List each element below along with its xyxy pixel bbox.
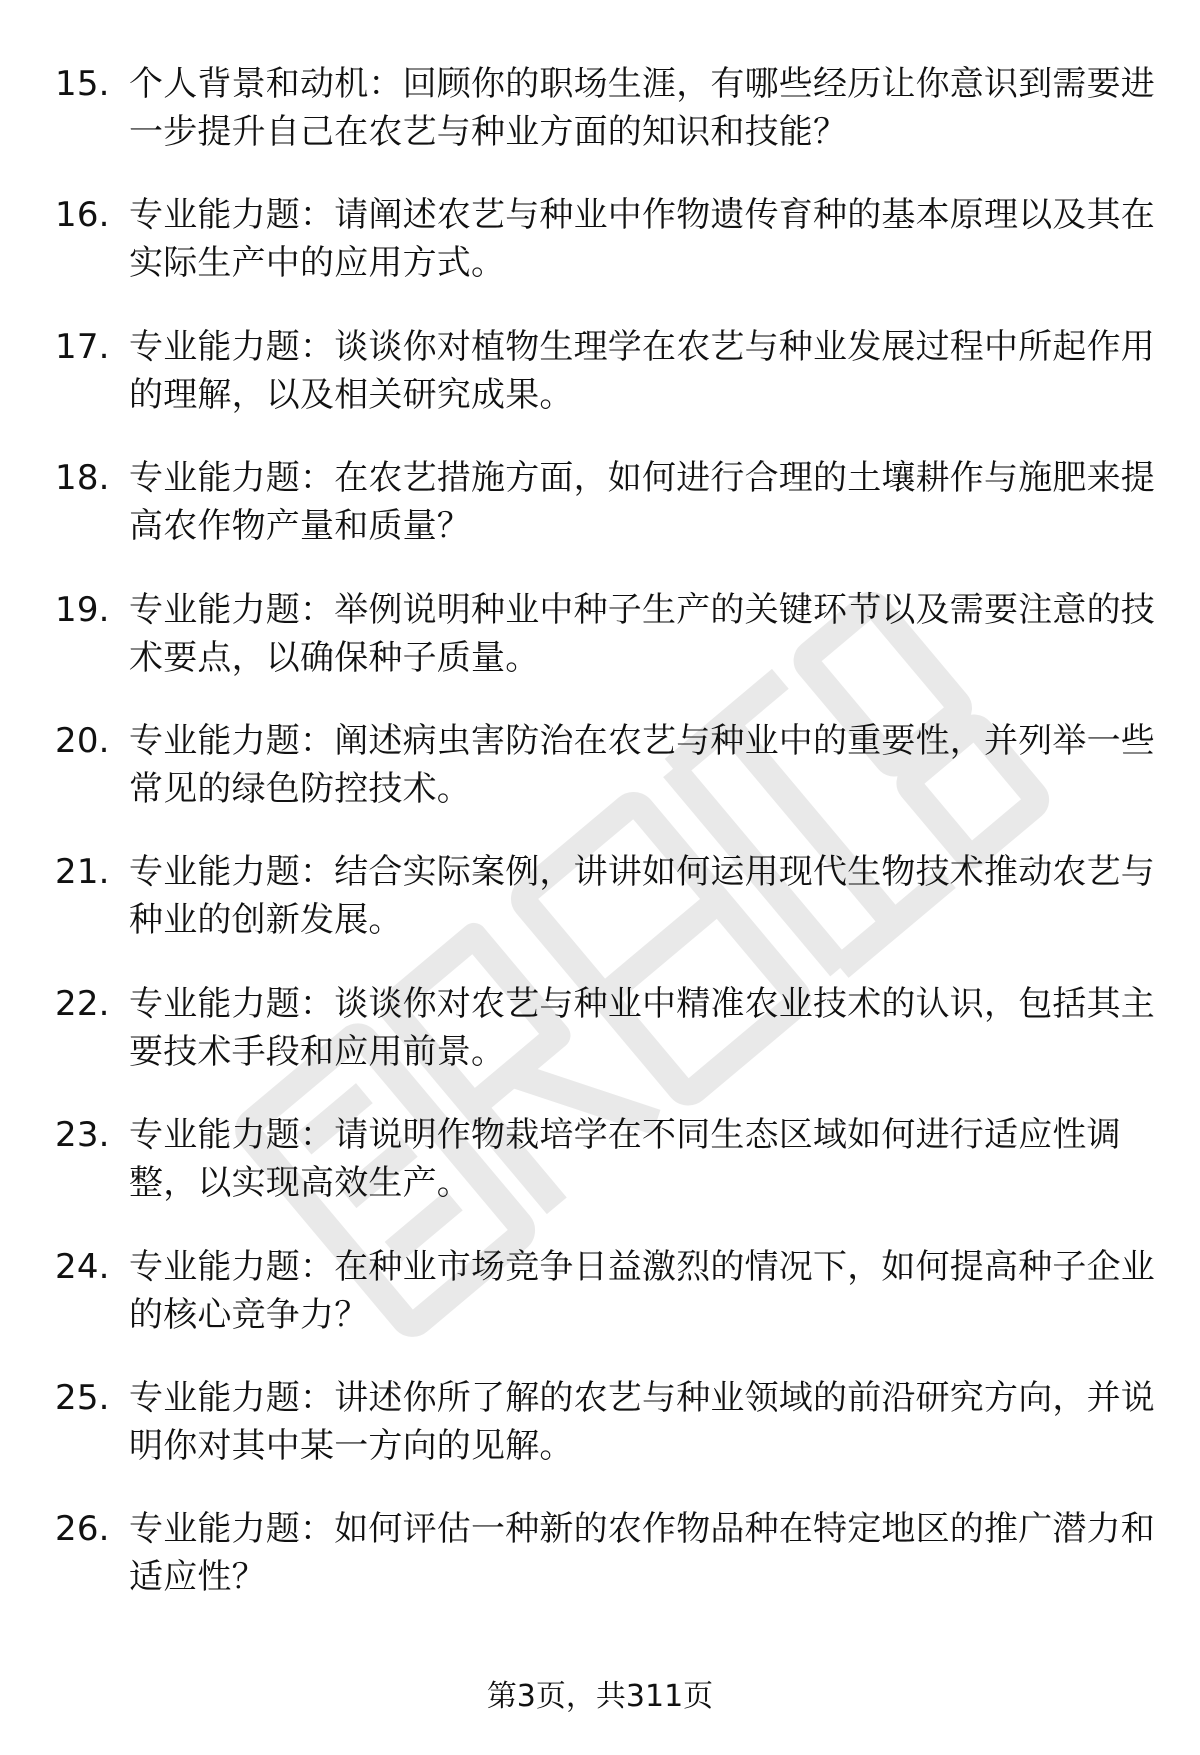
question-item-24 [55, 1243, 1155, 1374]
question-number: 22. [55, 983, 110, 1024]
question-item-22 [55, 980, 1155, 1111]
question-text: 专业能力题：如何评估一种新的农作物品种在特定地区的推广潜力和适应性？ [129, 1509, 1155, 1598]
question-number: 17. [55, 326, 110, 367]
question-item-21 [55, 848, 1155, 979]
question-item-25 [55, 1374, 1155, 1505]
question-number: 18. [55, 458, 110, 499]
question-item-18 [55, 454, 1155, 585]
question-item-19 [55, 586, 1155, 717]
question-item-15 [55, 60, 1155, 191]
question-text: 专业能力题：请阐述农艺与种业中作物遗传育种的基本原理以及其在实际生产中的应用方式。 [129, 195, 1155, 284]
question-item-17 [55, 323, 1155, 454]
question-text: 专业能力题：在农艺措施方面，如何进行合理的土壤耕作与施肥来提高农作物产量和质量？ [129, 458, 1155, 547]
question-text: 专业能力题：谈谈你对农艺与种业中精准农业技术的认识，包括其主要技术手段和应用前景。 [129, 983, 1155, 1072]
question-number: 19. [55, 589, 110, 630]
question-text: 专业能力题：请说明作物栽培学在不同生态区域如何进行适应性调整，以实现高效生产。 [129, 1115, 1121, 1204]
question-number: 15. [55, 64, 110, 104]
question-number: 21. [55, 852, 110, 893]
question-item-20 [55, 717, 1155, 848]
question-text: 专业能力题：讲述你所了解的农艺与种业领域的前沿研究方向，并说明你对其中某一方向的见解。 [129, 1377, 1155, 1466]
question-number: 16. [55, 195, 110, 236]
page-footer: 第3页，共311页 [486, 1679, 714, 1714]
question-text: 专业能力题：谈谈你对植物生理学在农艺与种业发展过程中所起作用的理解，以及相关研究成果。 [129, 326, 1155, 415]
question-list [55, 60, 1155, 1637]
question-text: 专业能力题：结合实际案例，讲讲如何运用现代生物技术推动农艺与种业的创新发展。 [129, 852, 1155, 941]
question-number: 24. [55, 1246, 110, 1287]
question-text: 专业能力题：举例说明种业中种子生产的关键环节以及需要注意的技术要点，以确保种子质量。 [129, 589, 1155, 678]
question-text: 专业能力题：阐述病虫害防治在农艺与种业中的重要性，并列举一些常见的绿色防控技术。 [129, 720, 1155, 809]
question-text: 个人背景和动机：回顾你的职场生涯，有哪些经历让你意识到需要进一步提升自己在农艺与种业方面的知识和技能？ [129, 64, 1155, 152]
question-item-23 [55, 1111, 1155, 1242]
question-item-16 [55, 191, 1155, 322]
question-number: 23. [55, 1115, 110, 1156]
question-number: 20. [55, 720, 110, 761]
question-number: 26. [55, 1509, 110, 1550]
question-number: 25. [55, 1377, 110, 1418]
question-item-26 [55, 1505, 1155, 1636]
question-text: 专业能力题：在种业市场竞争日益激烈的情况下，如何提高种子企业的核心竞争力？ [129, 1246, 1155, 1335]
